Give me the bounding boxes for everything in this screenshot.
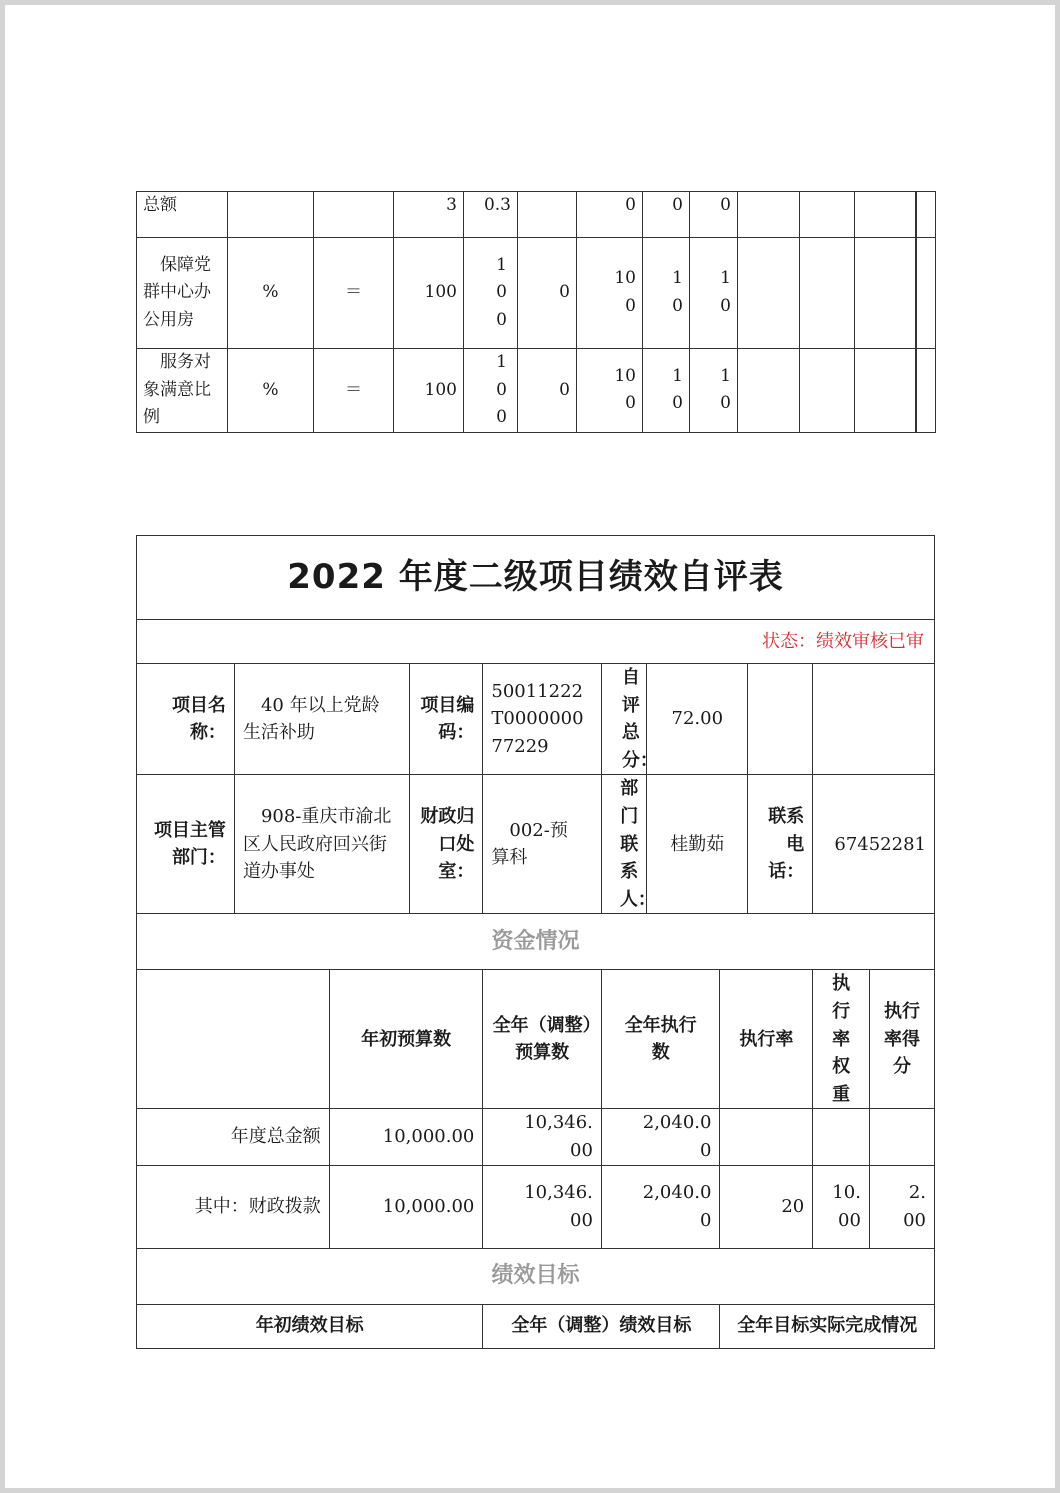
indicator-value: 0.3	[464, 192, 518, 238]
self-score-label: 自评总分：	[601, 664, 646, 775]
funds-section-title: 资金情况	[137, 914, 935, 970]
project-name-label: 项目名称：	[137, 664, 235, 775]
project-code: 50011222T000000077229	[483, 664, 602, 775]
indicator-value: 3	[394, 192, 464, 238]
funds-executed: 2,040.00	[601, 1165, 720, 1248]
perf-section-title: 绩效目标	[137, 1248, 935, 1304]
indicator-unit: %	[228, 238, 314, 349]
self-evaluation-form	[136, 535, 935, 1349]
indicator-op: ＝	[314, 349, 394, 433]
indicator-value: 100	[464, 238, 518, 349]
dept-label: 项目主管部门：	[137, 775, 235, 914]
indicator-label: 总额	[137, 192, 228, 238]
document-page	[5, 5, 1055, 1488]
indicator-op: ＝	[314, 238, 394, 349]
indicator-value: 100	[464, 349, 518, 433]
indicator-unit: %	[228, 349, 314, 433]
finance-label: 财政归口处室：	[410, 775, 483, 914]
project-name: 40 年以上党龄生活补助	[234, 664, 409, 775]
indicator-unit	[228, 192, 314, 238]
indicator-value: 10	[690, 349, 738, 433]
page-title: 2022 年度二级项目绩效自评表	[137, 536, 935, 620]
indicator-value: 100	[577, 238, 643, 349]
phone: 67452281	[813, 775, 935, 914]
funds-header-executed: 全年执行数	[601, 970, 720, 1109]
indicator-value	[518, 192, 577, 238]
funds-score	[869, 1109, 934, 1165]
status-badge: 状态：绩效审核已审	[137, 620, 935, 664]
indicator-value: 0	[518, 349, 577, 433]
funds-header-adjusted: 全年（调整）预算数	[483, 970, 602, 1109]
dept: 908-重庆市渝北区人民政府回兴街道办事处	[234, 775, 409, 914]
indicator-value: 100	[577, 349, 643, 433]
table-row	[137, 192, 936, 238]
funds-header-initial: 年初预算数	[329, 970, 483, 1109]
perf-header-adjusted: 全年（调整）绩效目标	[483, 1304, 720, 1348]
indicator-value: 0	[518, 238, 577, 349]
table-row	[137, 349, 936, 433]
funds-initial: 10,000.00	[329, 1165, 483, 1248]
indicator-value: 10	[690, 238, 738, 349]
indicator-label: 保障党群中心办公用房	[137, 238, 228, 349]
indicator-value: 0	[577, 192, 643, 238]
indicator-table	[136, 191, 936, 433]
table-row	[137, 1165, 935, 1248]
funds-initial: 10,000.00	[329, 1109, 483, 1165]
funds-row-label: 年度总金额	[137, 1109, 330, 1165]
perf-header-actual: 全年目标实际完成情况	[720, 1304, 935, 1348]
phone-label: 联系电话：	[748, 775, 813, 914]
funds-executed: 2,040.00	[601, 1109, 720, 1165]
funds-adjusted: 10,346.00	[483, 1165, 602, 1248]
funds-rate: 20	[720, 1165, 813, 1248]
indicator-value: 0	[690, 192, 738, 238]
contact-label: 部门联系人：	[601, 775, 646, 914]
indicator-op	[314, 192, 394, 238]
finance: 002-预算科	[483, 775, 602, 914]
table-row	[137, 1109, 935, 1165]
self-score: 72.00	[647, 664, 748, 775]
indicator-value: 10	[643, 238, 690, 349]
indicator-value: 100	[394, 238, 464, 349]
funds-adjusted: 10,346.00	[483, 1109, 602, 1165]
funds-header-weight: 执行率权重	[813, 970, 870, 1109]
indicator-value: 10	[643, 349, 690, 433]
indicator-value: 0	[643, 192, 690, 238]
funds-row-label: 其中：财政拨款	[137, 1165, 330, 1248]
project-code-label: 项目编码：	[410, 664, 483, 775]
funds-weight: 10.00	[813, 1165, 870, 1248]
funds-score: 2.00	[869, 1165, 934, 1248]
funds-weight	[813, 1109, 870, 1165]
perf-header-initial: 年初绩效目标	[137, 1304, 483, 1348]
funds-rate	[720, 1109, 813, 1165]
indicator-label: 服务对象满意比例	[137, 349, 228, 433]
funds-header-score: 执行率得分	[869, 970, 934, 1109]
table-row	[137, 238, 936, 349]
funds-header-rate: 执行率	[720, 970, 813, 1109]
indicator-value: 100	[394, 349, 464, 433]
contact: 桂勤茹	[647, 775, 748, 914]
